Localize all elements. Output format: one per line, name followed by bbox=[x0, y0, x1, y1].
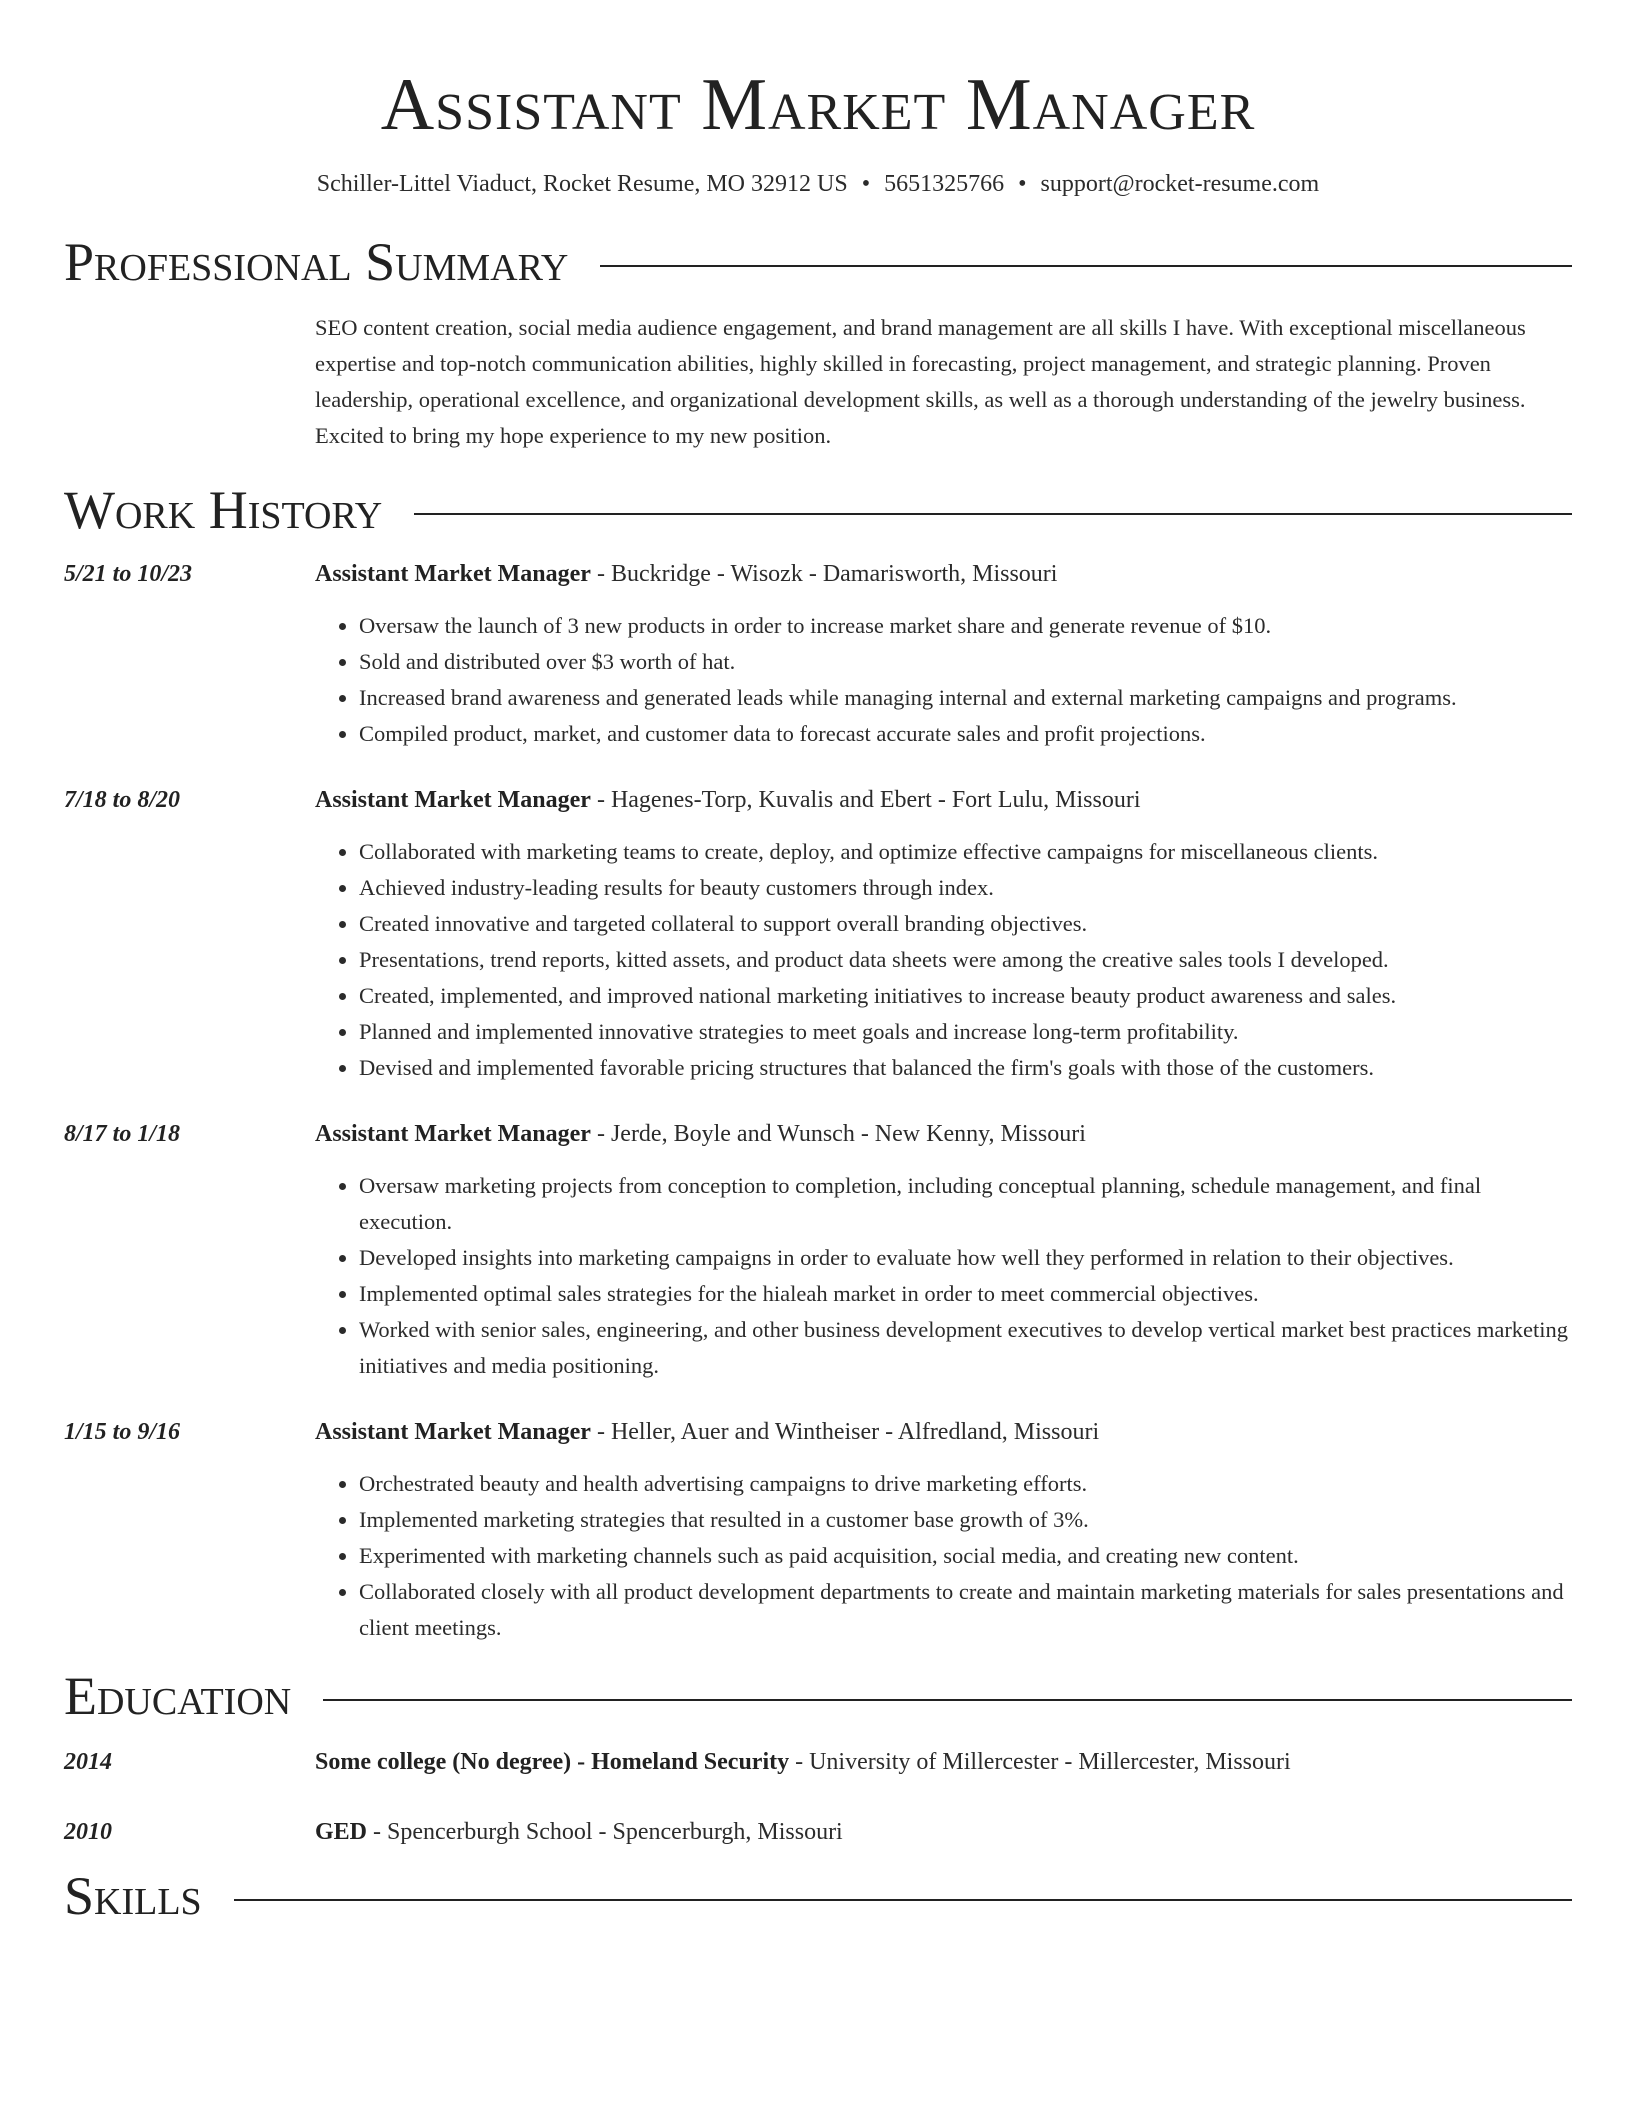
education-details: - Spencerburgh School - Spencerburgh, Missouri bbox=[367, 1819, 843, 1845]
job-details: - Hagenes-Torp, Kuvalis and Ebert - Fort Lulu, Missouri bbox=[590, 787, 1141, 813]
job-bullet: • Orchestrated beauty and health advertising campaigns to drive marketing efforts. bbox=[359, 1466, 1572, 1502]
job-bullet: • Planned and implemented innovative strategies to meet goals and increase long-term profitability. bbox=[359, 1014, 1572, 1050]
job-title: Assistant Market Manager bbox=[315, 561, 591, 587]
section-title: Work History bbox=[64, 480, 383, 540]
job-bullet: • Sold and distributed over $3 worth of hat. bbox=[359, 644, 1572, 680]
skills-heading bbox=[64, 1866, 1572, 1926]
education-date: 2010 bbox=[64, 1819, 112, 1845]
job-bullet: • Implemented optimal sales strategies for the hialeah market in order to meet commercial objectives. bbox=[359, 1276, 1572, 1312]
summary-heading bbox=[64, 232, 1572, 292]
contact-phone: 5651325766 bbox=[884, 171, 1005, 197]
contact-line bbox=[64, 168, 1572, 200]
education-line bbox=[315, 1746, 1572, 1778]
section-rule bbox=[323, 1699, 1572, 1701]
resume-name: Assistant Market Manager bbox=[380, 64, 1256, 146]
job-entry bbox=[64, 1118, 1572, 1384]
section-title: Professional Summary bbox=[64, 232, 569, 292]
job-bullet: • Developed insights into marketing campaigns in order to evaluate how well they performed in relation to their objectives. bbox=[359, 1240, 1572, 1276]
contact-email: support@rocket-resume.com bbox=[1040, 171, 1320, 197]
education-section bbox=[64, 1666, 1572, 1848]
job-bullets bbox=[315, 834, 1572, 1086]
education-entry bbox=[64, 1746, 1572, 1778]
section-rule bbox=[414, 513, 1572, 515]
job-content bbox=[315, 784, 1572, 1086]
work-history-section bbox=[64, 480, 1572, 1646]
job-line bbox=[315, 1118, 1572, 1150]
job-date: 8/17 to 1/18 bbox=[64, 1121, 181, 1147]
education-entry bbox=[64, 1816, 1572, 1848]
job-title: Assistant Market Manager bbox=[315, 1121, 591, 1147]
job-details: - Buckridge - Wisozk - Damarisworth, Missouri bbox=[590, 561, 1058, 587]
section-rule bbox=[600, 265, 1572, 267]
job-bullets bbox=[315, 1168, 1572, 1384]
job-bullet: • Devised and implemented favorable pricing structures that balanced the firm's goals with those of the customers. bbox=[359, 1050, 1572, 1086]
job-bullet: • Compiled product, market, and customer data to forecast accurate sales and profit projections. bbox=[359, 716, 1572, 752]
contact-separator: • bbox=[861, 171, 871, 197]
job-content bbox=[315, 1416, 1572, 1646]
education-details: - University of Millercester - Millercester, Missouri bbox=[789, 1749, 1291, 1775]
job-line bbox=[315, 784, 1572, 816]
education-date: 2014 bbox=[64, 1749, 112, 1775]
education-degree: GED bbox=[315, 1819, 368, 1845]
work-history-heading bbox=[64, 480, 1572, 540]
job-content bbox=[315, 1118, 1572, 1384]
job-bullet: • Presentations, trend reports, kitted assets, and product data sheets were among the creative sales tools I developed. bbox=[359, 942, 1572, 978]
job-bullet: • Experimented with marketing channels such as paid acquisition, social media, and creating new content. bbox=[359, 1538, 1572, 1574]
education-line bbox=[315, 1816, 1572, 1848]
job-details: - Heller, Auer and Wintheiser - Alfredland, Missouri bbox=[590, 1419, 1100, 1445]
job-entry bbox=[64, 1416, 1572, 1646]
job-line bbox=[315, 1416, 1572, 1448]
job-entry bbox=[64, 784, 1572, 1086]
job-bullet: • Collaborated with marketing teams to create, deploy, and optimize effective campaigns for miscellaneous clients. bbox=[359, 834, 1572, 870]
resume-page bbox=[64, 0, 1572, 1926]
job-entry bbox=[64, 558, 1572, 752]
job-bullet: • Implemented marketing strategies that resulted in a customer base growth of 3%. bbox=[359, 1502, 1572, 1538]
job-date: 5/21 to 10/23 bbox=[64, 561, 193, 587]
section-title: Education bbox=[64, 1666, 292, 1726]
job-bullet: • Oversaw the launch of 3 new products in order to increase market share and generate revenue of $10. bbox=[359, 608, 1572, 644]
skills-section bbox=[64, 1866, 1572, 1926]
job-bullet: • Increased brand awareness and generated leads while managing internal and external marketing campaigns and programs. bbox=[359, 680, 1572, 716]
job-title: Assistant Market Manager bbox=[315, 1419, 591, 1445]
job-bullet: • Oversaw marketing projects from conception to completion, including conceptual planning, schedule management, and final execution. bbox=[359, 1168, 1572, 1240]
section-rule bbox=[234, 1899, 1572, 1901]
section-title: Skills bbox=[64, 1866, 202, 1926]
job-bullet: • Collaborated closely with all product development departments to create and maintain marketing materials for sales presentations and client meetings. bbox=[359, 1574, 1572, 1646]
job-content bbox=[315, 558, 1572, 752]
summary-text: SEO content creation, social media audience engagement, and brand management are all skills I have. With exceptional miscellaneous expertise and top-notch communication abilities, highly skilled in forecasting, project management, and strategic planning. Proven leadership, operational excellence, and organizational development skills, as well as a thorough understanding of the jewelry business. Excited to bring my hope experience to my new position. bbox=[315, 315, 1526, 448]
job-line bbox=[315, 558, 1572, 590]
education-heading bbox=[64, 1666, 1572, 1726]
summary-section bbox=[64, 232, 1572, 454]
job-date: 1/15 to 9/16 bbox=[64, 1419, 181, 1445]
education-degree: Some college (No degree) - Homeland Security bbox=[315, 1749, 790, 1775]
job-bullets bbox=[315, 1466, 1572, 1646]
contact-address: Schiller-Littel Viaduct, Rocket Resume, MO 32912 US bbox=[316, 171, 848, 197]
contact-separator: • bbox=[1018, 171, 1027, 197]
job-bullet: • Created innovative and targeted collateral to support overall branding objectives. bbox=[359, 906, 1572, 942]
job-date: 7/18 to 8/20 bbox=[64, 787, 181, 813]
job-bullet: • Achieved industry-leading results for beauty customers through index. bbox=[359, 870, 1572, 906]
job-title: Assistant Market Manager bbox=[315, 787, 591, 813]
job-bullet: • Worked with senior sales, engineering, and other business development executives to develop vertical market best practices marketing initiatives and media positioning. bbox=[359, 1312, 1572, 1384]
job-bullets bbox=[315, 608, 1572, 752]
job-bullet: • Created, implemented, and improved national marketing initiatives to increase beauty product awareness and sales. bbox=[359, 978, 1572, 1014]
job-details: - Jerde, Boyle and Wunsch - New Kenny, Missouri bbox=[590, 1121, 1086, 1147]
